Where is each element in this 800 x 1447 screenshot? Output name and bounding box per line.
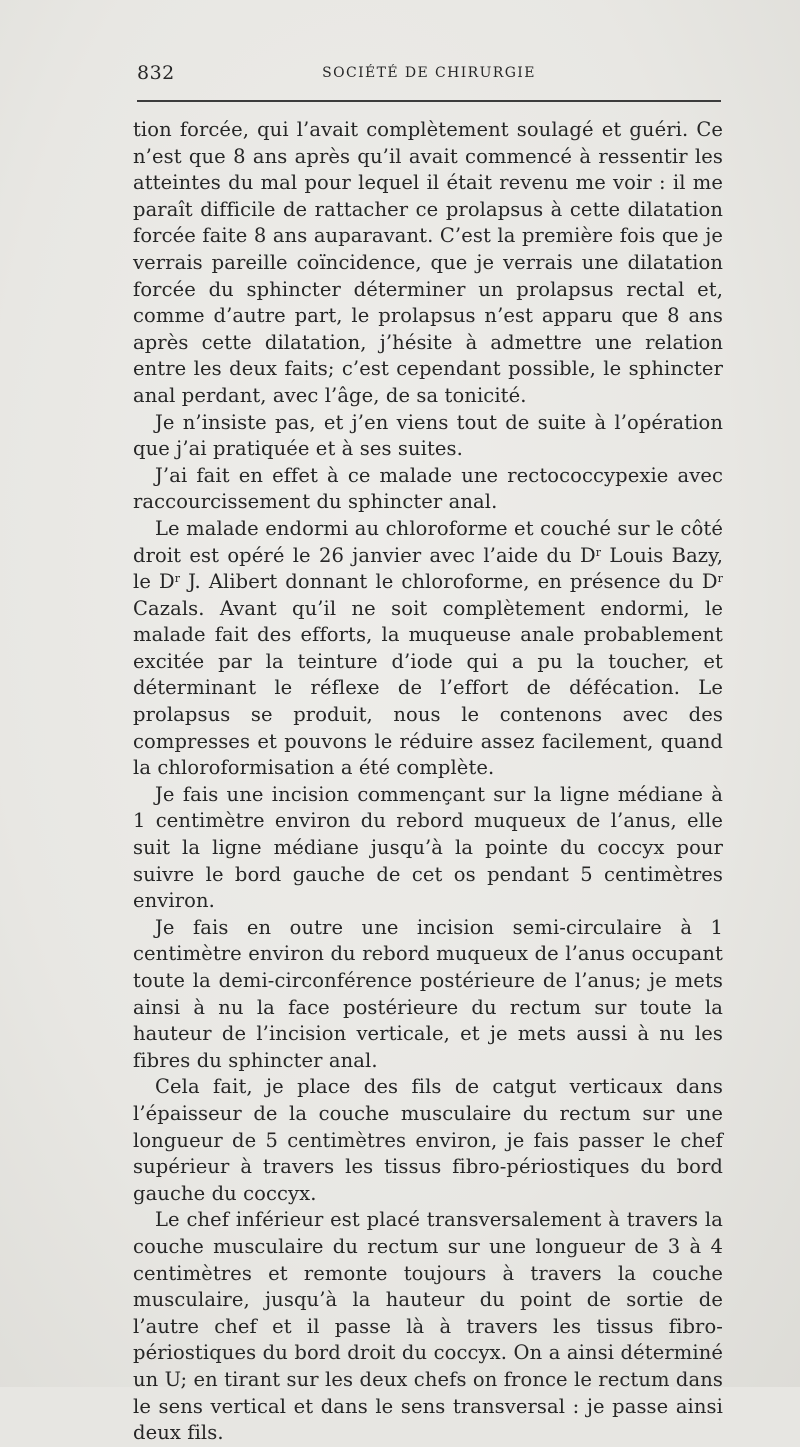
- superscript: r: [595, 545, 602, 559]
- header-rule: [137, 100, 721, 102]
- text-run: J. Alibert donnant le chloroforme, en présence du D: [180, 570, 718, 594]
- body-text: [133, 117, 723, 1447]
- paragraph: J’ai fait en effet à ce malade une rectococcypexie avec raccourcissement du sphincter anal.: [133, 463, 723, 514]
- paragraph: Le chef inférieur est placé transversalement à travers la couche musculaire du rectum sur une longueur de 3 à 4 centimètres et remonte toujours à travers la couche musculaire, jusqu’à la hauteur du point de sortie de l’autre chef et il passe là à travers les tissus fibro-périostiques du bord droit du coccyx. On a ainsi déterminé un U; en tirant sur les deux chefs on fronce le rectum dans le sens vertical et dans le sens transversal : je passe ainsi deux fils.: [133, 1208, 723, 1445]
- page-number: 832: [137, 62, 175, 84]
- paragraph-continued: tion forcée, qui l’avait complètement soulagé et guéri. Ce n’est que 8 ans après qu’il avait commencé à ressentir les atteintes du mal pour lequel il était revenu me voir : il me paraît difficile de rattacher ce prolapsus à cette dilatation forcée faite 8 ans auparavant. C’est la première fois que je verrais pareille coïncidence, que je verrais une dilatation forcée du sphincter déterminer un prolapsus rectal et, comme d’autre part, le prolapsus n’est apparu que 8 ans après cette dilatation, j’hésite à admettre une relation entre les deux faits; c’est cependant possible, le sphincter anal perdant, avec l’âge, de sa tonicité.: [133, 118, 723, 407]
- text-run: Louis Bazy, le D: [133, 543, 724, 594]
- paragraph-operation: [133, 516, 723, 782]
- page-header: [137, 62, 721, 88]
- running-head: SOCIÉTÉ DE CHIRURGIE: [322, 65, 536, 81]
- text-run: Le malade endormi au chloroforme et couché sur le côté droit est opéré le 26 janvier avec l’aide du D: [133, 516, 723, 567]
- superscript: r: [174, 572, 181, 586]
- paragraph: Cela fait, je place des fils de catgut verticaux dans l’épaisseur de la couche musculaire du rectum sur une longueur de 5 centimètres environ, je fais passer le chef supérieur à travers les tissus fibro-périostiques du bord gauche du coccyx.: [133, 1075, 723, 1205]
- paragraph: Je fais en outre une incision semi-circulaire à 1 centimètre environ du rebord muqueux de l’anus occupant toute la demi-circonférence postérieure de l’anus; je mets ainsi à nu la face postérieure du rectum sur toute la hauteur de l’incision verticale, et je mets aussi à nu les fibres du sphincter anal.: [133, 915, 723, 1072]
- text-run: Cazals. Avant qu’il ne soit complètement endormi, le malade fait des efforts, la muqueuse anale probablement excitée par la teinture d’iode qui a pu la toucher, et déterminant le réflexe de l’effort de défécation. Le prolapsus se produit, nous le contenons avec des compresses et pouvons le réduire assez facilement, quand la chloroformisation a été complète.: [133, 596, 723, 780]
- paragraph: Je n’insiste pas, et j’en viens tout de suite à l’opération que j’ai pratiquée et à ses suites.: [133, 410, 723, 461]
- paragraph: Je fais une incision commençant sur la ligne médiane à 1 centimètre environ du rebord muqueux de l’anus, elle suit la ligne médiane jusqu’à la pointe du coccyx pour suivre le bord gauche de cet os pendant 5 centimètres environ.: [133, 782, 723, 913]
- superscript: r: [717, 572, 723, 586]
